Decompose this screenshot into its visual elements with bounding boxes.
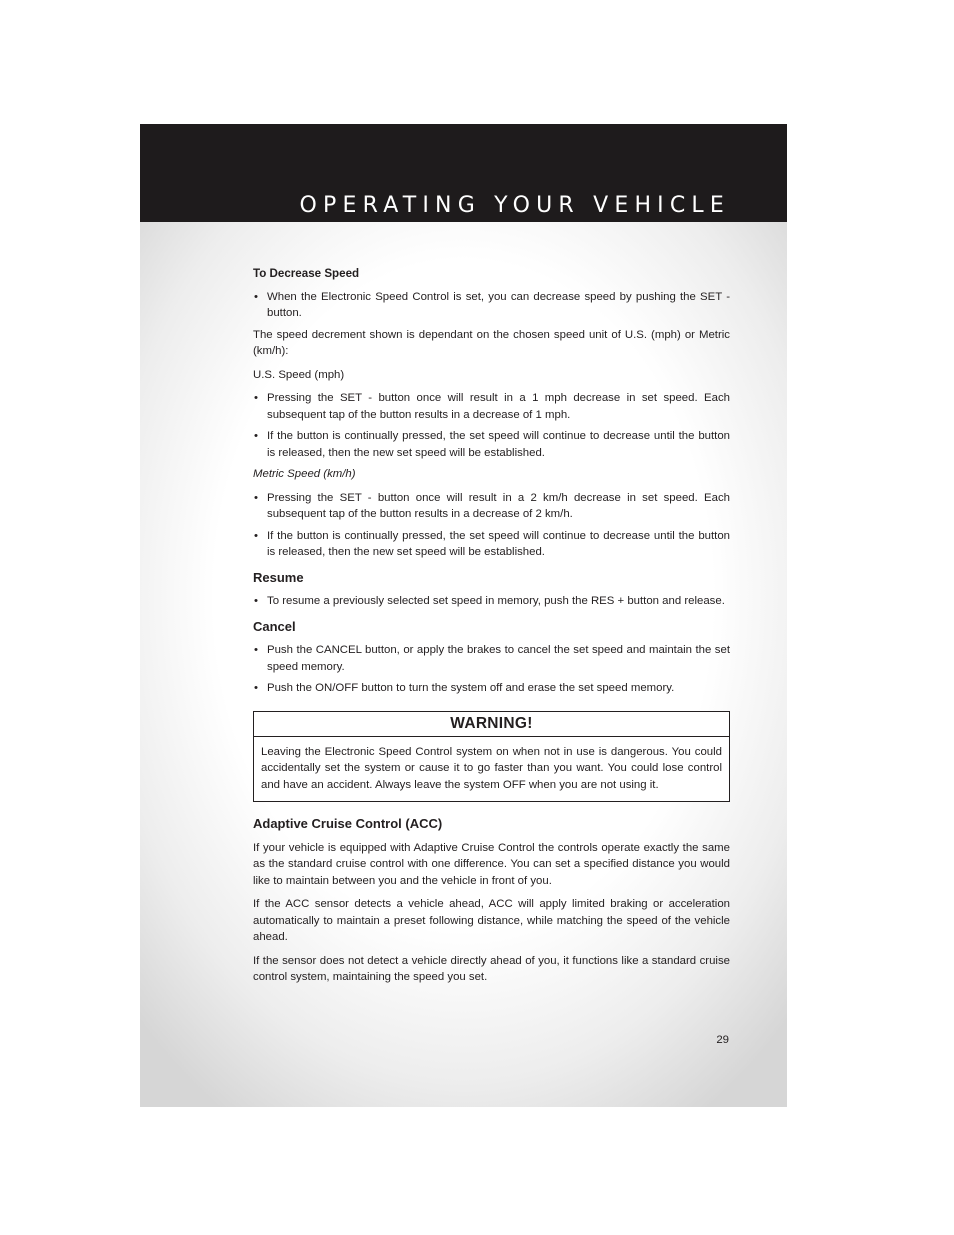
speed-unit-note: The speed decrement shown is dependant on the chosen speed unit of U.S. (mph) or Metric (km/h): — [253, 328, 730, 357]
decrease-speed-heading: To Decrease Speed — [253, 267, 360, 280]
list-item: • Push the CANCEL button, or apply the brakes to cancel the set speed and maintain the set speed memory. — [253, 642, 730, 675]
list-item: • If the button is continually pressed, the set speed will continue to decrease until the button is released, then the new set speed will be established. — [253, 428, 730, 461]
manual-page — [140, 124, 787, 1107]
page-content — [253, 266, 730, 993]
cancel-heading: Cancel — [253, 618, 296, 634]
list-item: • When the Electronic Speed Control is set, you can decrease speed by pushing the SET - button. — [253, 289, 730, 322]
list-item: • Push the ON/OFF button to turn the system off and erase the set speed memory. — [253, 680, 730, 697]
page-number: 29 — [716, 1034, 729, 1046]
cancel-bullet-list — [253, 642, 730, 697]
list-item: • Pressing the SET - button once will result in a 2 km/h decrease in set speed. Each subsequent tap of the button results in a decrease of 2 km/h. — [253, 490, 730, 523]
us-speed-label: U.S. Speed (mph) — [253, 368, 345, 381]
us-speed-bullet-list — [253, 390, 730, 461]
acc-paragraph: If your vehicle is equipped with Adaptive Cruise Control the controls operate exactly the same as the standard cruise control with one difference. You can set a specified distance you would like to maintain between you and the vehicle in front of you. — [253, 841, 730, 887]
list-item: • If the button is continually pressed, the set speed will continue to decrease until the button is released, then the new set speed will be established. — [253, 528, 730, 561]
decrease-bullet-list — [253, 289, 730, 322]
list-item: • To resume a previously selected set speed in memory, push the RES + button and release. — [253, 593, 730, 610]
metric-speed-bullet-list — [253, 490, 730, 561]
acc-paragraph: If the sensor does not detect a vehicle directly ahead of you, it functions like a standard cruise control system, maintaining the speed you set. — [253, 954, 730, 983]
warning-text: Leaving the Electronic Speed Control system on when not in use is dangerous. You could accidentally set the system or cause it to go faster than you want. You could lose control and have an accident. Always leave the system OFF when you are not using it. — [261, 745, 722, 791]
acc-heading: Adaptive Cruise Control (ACC) — [253, 816, 443, 831]
warning-box — [253, 711, 730, 803]
acc-paragraph: If the ACC sensor detects a vehicle ahead, ACC will apply limited braking or acceleration automatically to maintain a preset following distance, while matching the speed of the vehicle ahead. — [253, 898, 730, 943]
resume-bullet-list — [253, 593, 730, 610]
metric-speed-label: Metric Speed (km/h) — [253, 468, 356, 480]
list-item: • Pressing the SET - button once will result in a 1 mph decrease in set speed. Each subsequent tap of the button results in a decrease of 1 mph. — [253, 390, 730, 423]
warning-title: WARNING! — [254, 712, 729, 737]
header-band — [140, 124, 787, 222]
section-title: OPERATING YOUR VEHICLE — [299, 193, 730, 218]
resume-heading: Resume — [253, 569, 304, 585]
